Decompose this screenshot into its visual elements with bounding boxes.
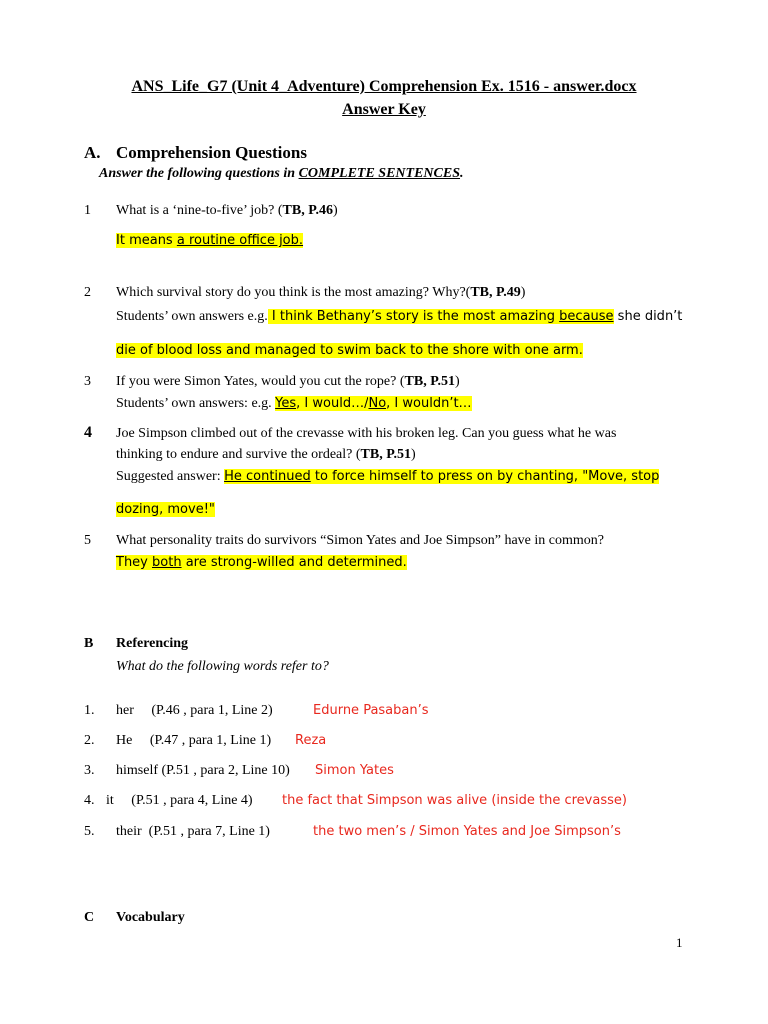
reference-term: He (P.47 , para 1, Line 1): [116, 733, 272, 748]
reference-number: 5.: [84, 824, 95, 839]
reference-answer: Edurne Pasaban’s: [313, 703, 429, 718]
reference-answer: Simon Yates: [315, 763, 394, 778]
instruction-text: Answer the following questions in: [99, 166, 299, 181]
reference-number: 1.: [84, 703, 95, 718]
answer-highlight: are strong-willed and determined.: [181, 555, 407, 570]
document-title: ANS_Life_G7 (Unit 4_Adventure) Comprehension Ex. 1516 - answer.docx: [131, 78, 637, 95]
question-number: 4: [84, 424, 92, 441]
question-body: If you were Simon Yates, would you cut the rope? (: [116, 374, 405, 389]
reference-answer: the fact that Simpson was alive (inside the crevasse): [282, 793, 627, 808]
answer-no: No: [368, 396, 387, 411]
answer-lead: Suggested answer:: [116, 469, 225, 484]
answer-underlined: because: [559, 309, 614, 324]
question-number: 2: [84, 285, 91, 300]
question-text: Joe Simpson climbed out of the crevasse with his broken leg. Can you guess what he was: [116, 426, 617, 441]
answer-continuation: [116, 502, 215, 517]
instruction-underlined: COMPLETE SENTENCES: [298, 166, 460, 181]
reference-answer: Reza: [295, 733, 327, 748]
answer-continuation: [116, 343, 583, 358]
question-body: Which survival story do you think is the most amazing? Why?(: [116, 285, 471, 300]
question-close: ): [520, 285, 526, 300]
reference-number: 4.: [84, 793, 95, 808]
instruction-end: .: [460, 166, 464, 181]
question-text: What personality traits do survivors “Simon Yates and Joe Simpson” have in common?: [116, 533, 604, 548]
answer-text: [116, 555, 407, 570]
section-b-letter: B: [84, 636, 94, 651]
question-text: [116, 203, 338, 219]
answer-highlight: die of blood loss and managed to swim back to the shore with one arm.: [116, 343, 583, 358]
answer-underlined: both: [152, 555, 182, 570]
reference-term: her (P.46 , para 1, Line 2): [116, 703, 273, 718]
section-b-title: Referencing: [116, 636, 189, 651]
reference-number: 3.: [84, 763, 95, 778]
answer-text: [116, 309, 682, 325]
answer-highlight: , I wouldn’t…: [386, 396, 472, 411]
answer-plain: she didn’t: [613, 309, 683, 324]
question-text: [116, 374, 460, 390]
reference-term: himself (P.51 , para 2, Line 10): [116, 763, 290, 778]
question-text: [116, 285, 525, 301]
question-number: 1: [84, 203, 91, 218]
section-b-instruction: What do the following words refer to?: [116, 659, 329, 674]
section-c-letter: C: [84, 910, 95, 925]
question-ref: TB, P.51: [360, 447, 411, 462]
answer-lead: Students’ own answers e.g.: [116, 309, 268, 324]
question-number: 3: [84, 374, 91, 389]
question-ref: TB, P.51: [404, 374, 455, 389]
question-ref: TB, P.46: [282, 203, 333, 218]
answer-text: [116, 396, 472, 412]
section-a-title: Comprehension Questions: [116, 143, 307, 162]
answer-text: [116, 469, 659, 485]
question-close: ): [332, 203, 338, 218]
answer-highlight: I think Bethany’s story is the most amazing: [267, 309, 560, 324]
section-c-title: Vocabulary: [116, 910, 185, 925]
question-number: 5: [84, 533, 91, 548]
answer-highlight: , I would…/: [296, 396, 369, 411]
reference-number: 2.: [84, 733, 95, 748]
question-close: ): [454, 374, 460, 389]
answer-text: [116, 233, 303, 248]
answer-yes: Yes: [275, 396, 297, 411]
question-close: ): [411, 447, 416, 462]
question-body: What is a ‘nine-to-five’ job? (: [116, 203, 283, 218]
answer-underlined: He continued: [224, 469, 311, 484]
answer-highlight: They: [116, 555, 153, 570]
document-subtitle: Answer Key: [342, 101, 426, 118]
reference-term: their (P.51 , para 7, Line 1): [116, 824, 270, 839]
section-a-letter: A.: [84, 143, 101, 162]
question-text-continued: [116, 447, 416, 463]
answer-highlight: to force himself to press on by chanting, "Move, stop: [310, 469, 660, 484]
answer-highlight: It means: [116, 233, 177, 248]
answer-lead: Students’ own answers: e.g.: [116, 396, 276, 411]
question-ref: TB, P.49: [470, 285, 521, 300]
reference-term: it (P.51 , para 4, Line 4): [106, 793, 253, 808]
section-a-instruction: [99, 166, 464, 182]
page-number: 1: [676, 935, 683, 950]
reference-answer: the two men’s / Simon Yates and Joe Simpson’s: [313, 824, 621, 839]
question-body: thinking to endure and survive the ordeal? (: [116, 447, 361, 462]
answer-highlight: dozing, move!": [116, 502, 215, 517]
answer-underlined: a routine office job.: [176, 233, 304, 248]
